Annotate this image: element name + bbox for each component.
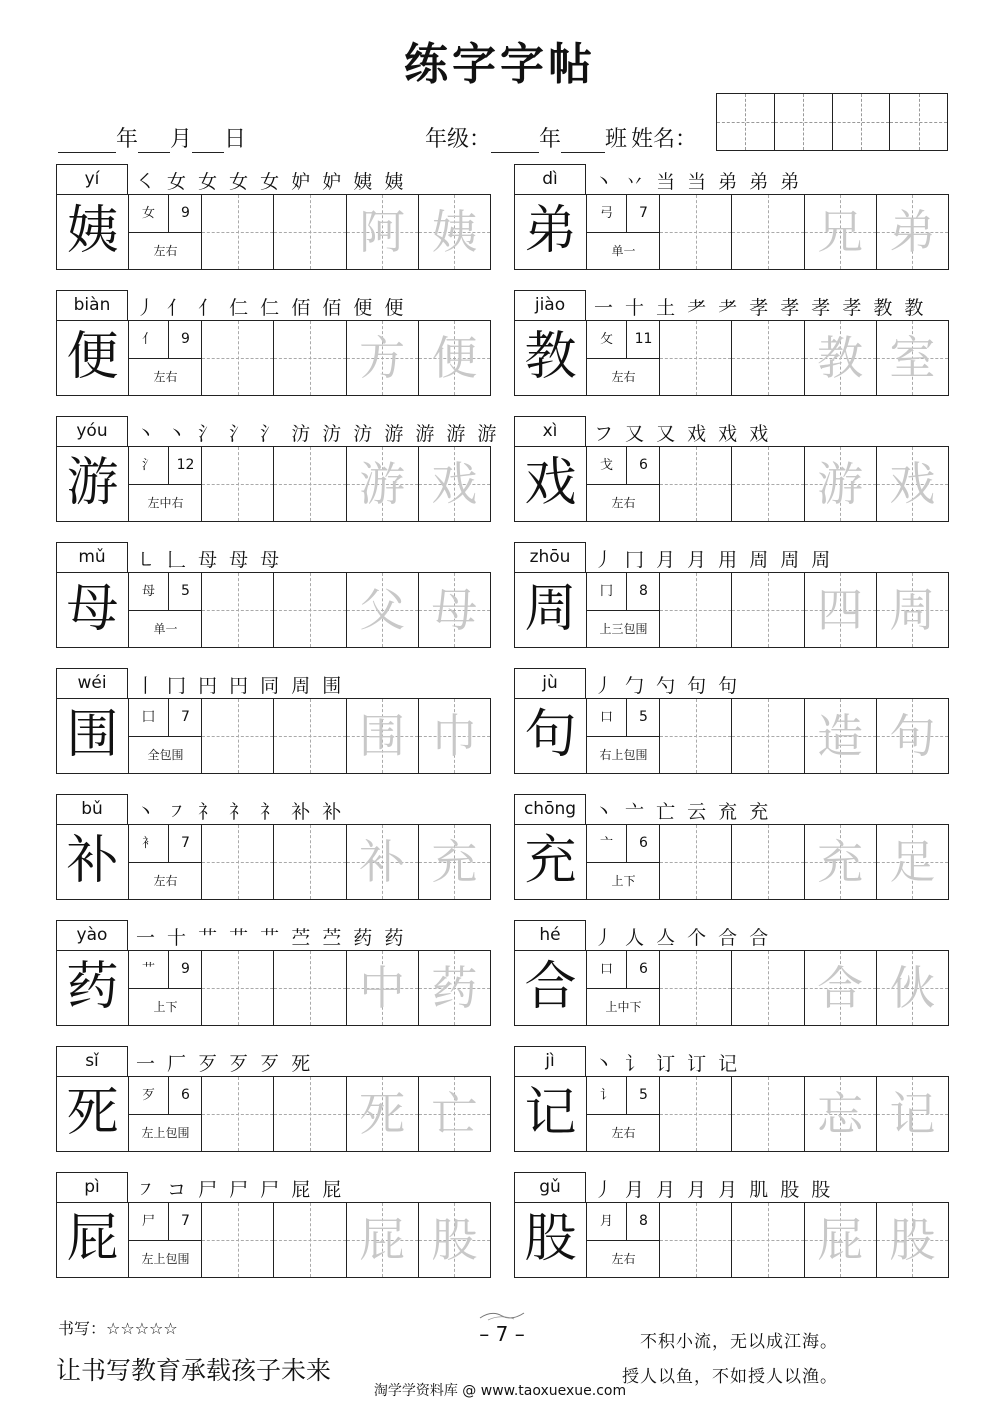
radical: 母 bbox=[129, 573, 169, 611]
char-card bbox=[56, 542, 491, 648]
word-cell[interactable] bbox=[877, 825, 948, 899]
year-blank[interactable] bbox=[58, 128, 116, 153]
model-character: 戏 bbox=[515, 447, 587, 521]
stroke-order: 丶 丷 当 当 弟 弟 弟 bbox=[594, 171, 803, 193]
stroke-order: 丨 冂 円 円 同 周 围 bbox=[136, 675, 345, 697]
page-number-value: 7 bbox=[495, 1322, 509, 1346]
word-cell[interactable] bbox=[877, 1077, 948, 1151]
pinyin-label: xì bbox=[514, 416, 586, 446]
char-info bbox=[129, 1077, 202, 1151]
model-character: 死 bbox=[57, 1077, 129, 1151]
practice-cell[interactable] bbox=[202, 195, 274, 269]
writing-row bbox=[514, 1076, 949, 1152]
word-cell[interactable] bbox=[877, 447, 948, 521]
practice-cell[interactable] bbox=[732, 1077, 804, 1151]
radical: 氵 bbox=[129, 447, 169, 485]
day-blank[interactable] bbox=[192, 128, 224, 153]
grade-blank[interactable] bbox=[491, 128, 539, 153]
word-cell[interactable] bbox=[805, 195, 877, 269]
writing-row bbox=[514, 1202, 949, 1278]
stroke-count: 7 bbox=[169, 699, 202, 737]
radical: 艹 bbox=[129, 951, 169, 989]
trace-character: 方 bbox=[359, 331, 406, 385]
word-cell[interactable] bbox=[877, 321, 948, 395]
practice-cell[interactable] bbox=[660, 195, 732, 269]
radical: 女 bbox=[129, 195, 169, 233]
word-cell[interactable] bbox=[419, 321, 490, 395]
page-title: 练字字帖 bbox=[404, 39, 596, 90]
stroke-order: 一 十 土 耂 耂 孝 孝 孝 孝 教 教 bbox=[594, 297, 927, 319]
word-cell[interactable] bbox=[419, 573, 490, 647]
practice-cell[interactable] bbox=[202, 951, 274, 1025]
stroke-count: 7 bbox=[169, 1203, 202, 1241]
stroke-order: ㇛ 女 女 女 女 妒 妒 姨 姨 bbox=[136, 171, 407, 193]
writing-row bbox=[56, 824, 491, 900]
writing-row bbox=[514, 572, 949, 648]
model-character: 药 bbox=[57, 951, 129, 1025]
practice-cell[interactable] bbox=[274, 825, 346, 899]
word-cell[interactable] bbox=[419, 825, 490, 899]
trace-character: 充 bbox=[817, 835, 864, 889]
stroke-order: 丶 ㇇ 礻 礻 礻 补 补 bbox=[136, 801, 345, 823]
stroke-order: 丶 讠 订 订 记 bbox=[594, 1053, 741, 1075]
pinyin-label: jù bbox=[514, 668, 586, 698]
writing-row bbox=[56, 1202, 491, 1278]
trace-character: 阿 bbox=[359, 205, 406, 259]
radical: 囗 bbox=[129, 699, 169, 737]
word-cell[interactable] bbox=[805, 321, 877, 395]
structure: 左右 bbox=[153, 244, 178, 258]
writing-row bbox=[56, 572, 491, 648]
char-card bbox=[514, 416, 949, 522]
class-fields bbox=[425, 122, 697, 153]
pinyin-label: wéi bbox=[56, 668, 128, 698]
stroke-order: フ 又 又 戏 戏 戏 bbox=[594, 423, 772, 445]
structure: 上下 bbox=[611, 874, 636, 888]
stroke-order: 一 厂 歹 歹 歹 死 bbox=[136, 1053, 314, 1075]
char-info bbox=[587, 1077, 660, 1151]
radical: 攵 bbox=[587, 321, 627, 359]
word-cell[interactable] bbox=[877, 195, 948, 269]
word-cell[interactable] bbox=[877, 1203, 948, 1277]
trace-character: 游 bbox=[817, 457, 864, 511]
radical: 亠 bbox=[587, 825, 627, 863]
char-info bbox=[129, 951, 202, 1025]
name-writing-grid[interactable] bbox=[716, 93, 948, 151]
month-blank[interactable] bbox=[138, 128, 170, 153]
structure: 单一 bbox=[153, 622, 178, 636]
stroke-order: ㇄ 𠃊 母 母 母 bbox=[136, 549, 283, 571]
page-number: – 7 – bbox=[470, 1322, 534, 1346]
word-cell[interactable] bbox=[347, 699, 419, 773]
structure: 左右 bbox=[611, 1126, 636, 1140]
quote-line-1: 不积小流，无以成江海。 bbox=[640, 1332, 838, 1352]
practice-cell[interactable] bbox=[732, 1203, 804, 1277]
practice-cell[interactable] bbox=[274, 321, 346, 395]
trace-character: 围 bbox=[359, 709, 406, 763]
structure: 左上包围 bbox=[141, 1126, 190, 1140]
char-card bbox=[56, 290, 491, 396]
writing-row bbox=[514, 194, 949, 270]
char-info bbox=[587, 573, 660, 647]
trace-character: 股 bbox=[431, 1213, 478, 1267]
word-cell[interactable] bbox=[805, 699, 877, 773]
trace-character: 姨 bbox=[431, 205, 478, 259]
practice-cell[interactable] bbox=[732, 321, 804, 395]
date-fields bbox=[58, 122, 246, 153]
stroke-order: 丶 亠 亡 云 㐬 充 bbox=[594, 801, 772, 823]
swirl-ornament bbox=[474, 1308, 530, 1322]
char-info bbox=[129, 321, 202, 395]
stroke-count: 6 bbox=[627, 447, 660, 485]
trace-character: 戏 bbox=[889, 457, 936, 511]
model-character: 充 bbox=[515, 825, 587, 899]
trace-character: 室 bbox=[889, 331, 936, 385]
word-cell[interactable] bbox=[347, 447, 419, 521]
writing-row bbox=[56, 1076, 491, 1152]
structure: 上下 bbox=[153, 1000, 178, 1014]
char-card bbox=[56, 668, 491, 774]
char-card bbox=[56, 416, 500, 522]
char-info bbox=[129, 447, 202, 521]
name-cell[interactable] bbox=[833, 94, 891, 150]
stroke-order: 丶 丶 氵 氵 氵 汸 汸 汸 游 游 游 游 bbox=[136, 423, 500, 445]
char-card bbox=[514, 794, 949, 900]
model-character: 姨 bbox=[57, 195, 129, 269]
trace-character: 造 bbox=[817, 709, 864, 763]
trace-character: 补 bbox=[359, 835, 406, 889]
word-cell[interactable] bbox=[419, 1203, 490, 1277]
word-cell[interactable] bbox=[419, 447, 490, 521]
structure: 上中下 bbox=[605, 1000, 642, 1014]
radical: 月 bbox=[587, 1203, 627, 1241]
structure: 右上包围 bbox=[599, 748, 648, 762]
stroke-count: 7 bbox=[627, 195, 660, 233]
radical: 弓 bbox=[587, 195, 627, 233]
trace-character: 游 bbox=[359, 457, 406, 511]
model-character: 围 bbox=[57, 699, 129, 773]
practice-cell[interactable] bbox=[660, 699, 732, 773]
word-cell[interactable] bbox=[419, 699, 490, 773]
practice-cell[interactable] bbox=[660, 951, 732, 1025]
practice-cell[interactable] bbox=[202, 825, 274, 899]
practice-cell[interactable] bbox=[274, 1077, 346, 1151]
model-character: 便 bbox=[57, 321, 129, 395]
practice-cell[interactable] bbox=[274, 1203, 346, 1277]
trace-character: 股 bbox=[889, 1213, 936, 1267]
char-card bbox=[56, 920, 491, 1026]
char-card bbox=[56, 164, 491, 270]
practice-cell[interactable] bbox=[202, 1203, 274, 1277]
watermark: 淘学学资料库 @ www.taoxuexue.com bbox=[373, 1383, 627, 1399]
char-card bbox=[514, 1046, 949, 1152]
practice-cell[interactable] bbox=[274, 573, 346, 647]
pinyin-label: gǔ bbox=[514, 1172, 586, 1202]
stroke-order: 丿 亻 亻 仁 仁 佰 佰 便 便 bbox=[136, 297, 407, 319]
writing-row bbox=[56, 320, 491, 396]
trace-character: 兄 bbox=[817, 205, 864, 259]
model-character: 周 bbox=[515, 573, 587, 647]
model-character: 游 bbox=[57, 447, 129, 521]
radical: 亻 bbox=[129, 321, 169, 359]
trace-character: 亡 bbox=[431, 1087, 478, 1141]
word-cell[interactable] bbox=[347, 573, 419, 647]
model-character: 屁 bbox=[57, 1203, 129, 1277]
word-cell[interactable] bbox=[347, 1077, 419, 1151]
word-cell[interactable] bbox=[805, 951, 877, 1025]
pinyin-label: jiào bbox=[514, 290, 586, 320]
structure: 左右 bbox=[611, 1252, 636, 1266]
char-info bbox=[587, 951, 660, 1025]
structure: 左上包围 bbox=[141, 1252, 190, 1266]
practice-cell[interactable] bbox=[660, 447, 732, 521]
structure: 全包围 bbox=[147, 748, 184, 762]
practice-cell[interactable] bbox=[274, 699, 346, 773]
char-info bbox=[587, 447, 660, 521]
stroke-count: 9 bbox=[169, 321, 202, 359]
grade-year-label: 年 bbox=[539, 127, 562, 152]
char-card bbox=[514, 164, 949, 270]
grade-label: 年级： bbox=[425, 127, 492, 152]
practice-cell[interactable] bbox=[732, 825, 804, 899]
radical: 歹 bbox=[129, 1077, 169, 1115]
stroke-count: 5 bbox=[169, 573, 202, 611]
char-card bbox=[56, 1046, 491, 1152]
pinyin-label: hé bbox=[514, 920, 586, 950]
char-card bbox=[514, 668, 949, 774]
practice-cell[interactable] bbox=[732, 951, 804, 1025]
pinyin-label: yào bbox=[56, 920, 128, 950]
day-label: 日 bbox=[224, 127, 247, 152]
trace-character: 合 bbox=[817, 961, 864, 1015]
writing-row bbox=[514, 698, 949, 774]
pinyin-label: sǐ bbox=[56, 1046, 128, 1076]
rating-label: 书写：☆☆☆☆☆ bbox=[58, 1319, 178, 1338]
stroke-count: 6 bbox=[169, 1077, 202, 1115]
word-cell[interactable] bbox=[347, 321, 419, 395]
trace-character: 四 bbox=[817, 583, 864, 637]
writing-row bbox=[56, 698, 491, 774]
month-label: 月 bbox=[170, 127, 193, 152]
radical: 冂 bbox=[587, 573, 627, 611]
trace-character: 足 bbox=[889, 835, 936, 889]
stroke-count: 9 bbox=[169, 195, 202, 233]
writing-row bbox=[514, 446, 949, 522]
writing-row bbox=[514, 950, 949, 1026]
name-cell[interactable] bbox=[717, 94, 775, 150]
char-info bbox=[587, 1203, 660, 1277]
structure: 左右 bbox=[611, 370, 636, 384]
trace-character: 充 bbox=[431, 835, 478, 889]
practice-cell[interactable] bbox=[660, 1203, 732, 1277]
practice-cell[interactable] bbox=[274, 447, 346, 521]
pinyin-label: pì bbox=[56, 1172, 128, 1202]
year-label: 年 bbox=[116, 127, 139, 152]
stroke-count: 12 bbox=[169, 447, 202, 485]
practice-cell[interactable] bbox=[732, 195, 804, 269]
char-info bbox=[587, 195, 660, 269]
model-character: 母 bbox=[57, 573, 129, 647]
word-cell[interactable] bbox=[877, 951, 948, 1025]
practice-cell[interactable] bbox=[732, 699, 804, 773]
char-card bbox=[514, 542, 949, 648]
name-label: 姓名： bbox=[631, 127, 698, 152]
word-cell[interactable] bbox=[347, 825, 419, 899]
structure: 左右 bbox=[153, 874, 178, 888]
stroke-order: 丿 冂 月 月 用 周 周 周 bbox=[594, 549, 834, 571]
writing-row bbox=[56, 446, 491, 522]
char-card bbox=[514, 1172, 949, 1278]
word-cell[interactable] bbox=[805, 1203, 877, 1277]
pinyin-label: dì bbox=[514, 164, 586, 194]
practice-cell[interactable] bbox=[202, 573, 274, 647]
word-cell[interactable] bbox=[805, 573, 877, 647]
trace-character: 药 bbox=[431, 961, 478, 1015]
pinyin-label: mǔ bbox=[56, 542, 128, 572]
char-info bbox=[129, 825, 202, 899]
pinyin-label: yóu bbox=[56, 416, 128, 446]
radical: 讠 bbox=[587, 1077, 627, 1115]
char-info bbox=[129, 1203, 202, 1277]
structure: 单一 bbox=[611, 244, 636, 258]
trace-character: 周 bbox=[889, 583, 936, 637]
name-cell[interactable] bbox=[890, 94, 947, 150]
trace-character: 屁 bbox=[359, 1213, 406, 1267]
trace-character: 句 bbox=[889, 709, 936, 763]
stroke-count: 8 bbox=[627, 573, 660, 611]
word-cell[interactable] bbox=[877, 699, 948, 773]
radical: 口 bbox=[587, 951, 627, 989]
practice-cell[interactable] bbox=[660, 321, 732, 395]
structure: 上三包围 bbox=[599, 622, 648, 636]
stroke-count: 6 bbox=[627, 951, 660, 989]
writing-row bbox=[56, 950, 491, 1026]
practice-cell[interactable] bbox=[660, 1077, 732, 1151]
trace-character: 母 bbox=[431, 583, 478, 637]
word-cell[interactable] bbox=[347, 951, 419, 1025]
stroke-count: 5 bbox=[627, 1077, 660, 1115]
word-cell[interactable] bbox=[419, 951, 490, 1025]
stroke-order: 丿 勹 勺 句 句 bbox=[594, 675, 741, 697]
structure: 左右 bbox=[153, 370, 178, 384]
trace-character: 屁 bbox=[817, 1213, 864, 1267]
practice-cell[interactable] bbox=[660, 573, 732, 647]
char-info bbox=[129, 699, 202, 773]
slogan: 让书写教育承载孩子未来 bbox=[56, 1356, 332, 1385]
char-info bbox=[587, 825, 660, 899]
char-card bbox=[56, 794, 491, 900]
class-label: 班 bbox=[605, 127, 628, 152]
radical: 衤 bbox=[129, 825, 169, 863]
model-character: 教 bbox=[515, 321, 587, 395]
word-cell[interactable] bbox=[805, 1077, 877, 1151]
model-character: 记 bbox=[515, 1077, 587, 1151]
quote-line-2: 授人以鱼，不如授人以渔。 bbox=[622, 1367, 838, 1387]
model-character: 补 bbox=[57, 825, 129, 899]
stroke-count: 5 bbox=[627, 699, 660, 737]
pinyin-label: jì bbox=[514, 1046, 586, 1076]
char-card bbox=[514, 920, 949, 1026]
stroke-count: 8 bbox=[627, 1203, 660, 1241]
pinyin-label: chōng bbox=[514, 794, 586, 824]
stroke-count: 11 bbox=[627, 321, 660, 359]
pinyin-label: biàn bbox=[56, 290, 128, 320]
trace-character: 便 bbox=[431, 331, 478, 385]
name-cell[interactable] bbox=[775, 94, 833, 150]
char-card bbox=[56, 1172, 491, 1278]
stroke-count: 7 bbox=[169, 825, 202, 863]
stroke-count: 6 bbox=[627, 825, 660, 863]
writing-row bbox=[514, 320, 949, 396]
class-blank[interactable] bbox=[561, 128, 605, 153]
word-cell[interactable] bbox=[419, 195, 490, 269]
stroke-order: ㇇ コ 尸 尸 尸 屁 屁 bbox=[136, 1179, 345, 1201]
model-character: 股 bbox=[515, 1203, 587, 1277]
pinyin-label: zhōu bbox=[514, 542, 586, 572]
char-info bbox=[587, 321, 660, 395]
writing-row bbox=[56, 194, 491, 270]
trace-character: 弟 bbox=[889, 205, 936, 259]
trace-character: 戏 bbox=[431, 457, 478, 511]
practice-cell[interactable] bbox=[660, 825, 732, 899]
stroke-order: 丿 月 月 月 月 肌 股 股 bbox=[594, 1179, 834, 1201]
radical: 口 bbox=[587, 699, 627, 737]
trace-character: 忘 bbox=[817, 1087, 864, 1141]
char-info bbox=[129, 195, 202, 269]
trace-character: 教 bbox=[817, 331, 864, 385]
practice-cell[interactable] bbox=[202, 321, 274, 395]
structure: 左中右 bbox=[147, 496, 184, 510]
radical: 戈 bbox=[587, 447, 627, 485]
writing-row bbox=[514, 824, 949, 900]
practice-cell[interactable] bbox=[202, 447, 274, 521]
char-info bbox=[129, 573, 202, 647]
trace-character: 中 bbox=[359, 961, 406, 1015]
practice-cell[interactable] bbox=[274, 951, 346, 1025]
word-cell[interactable] bbox=[347, 1203, 419, 1277]
practice-cell[interactable] bbox=[274, 195, 346, 269]
model-character: 弟 bbox=[515, 195, 587, 269]
pinyin-label: yí bbox=[56, 164, 128, 194]
trace-character: 死 bbox=[359, 1087, 406, 1141]
model-character: 句 bbox=[515, 699, 587, 773]
word-cell[interactable] bbox=[877, 573, 948, 647]
word-cell[interactable] bbox=[805, 447, 877, 521]
word-cell[interactable] bbox=[805, 825, 877, 899]
stroke-count: 9 bbox=[169, 951, 202, 989]
trace-character: 记 bbox=[889, 1087, 936, 1141]
word-cell[interactable] bbox=[347, 195, 419, 269]
char-card bbox=[514, 290, 949, 396]
pinyin-label: bǔ bbox=[56, 794, 128, 824]
char-info bbox=[587, 699, 660, 773]
trace-character: 父 bbox=[359, 583, 406, 637]
practice-cell[interactable] bbox=[732, 447, 804, 521]
trace-character: 伙 bbox=[889, 961, 936, 1015]
stroke-order: 丿 人 亼 个 合 合 bbox=[594, 927, 772, 949]
stroke-order: 一 十 艹 艹 艹 苎 苎 药 药 bbox=[136, 927, 407, 949]
practice-cell[interactable] bbox=[732, 573, 804, 647]
word-cell[interactable] bbox=[419, 1077, 490, 1151]
structure: 左右 bbox=[611, 496, 636, 510]
model-character: 合 bbox=[515, 951, 587, 1025]
trace-character: 巾 bbox=[431, 709, 478, 763]
practice-cell[interactable] bbox=[202, 699, 274, 773]
practice-cell[interactable] bbox=[202, 1077, 274, 1151]
radical: 尸 bbox=[129, 1203, 169, 1241]
